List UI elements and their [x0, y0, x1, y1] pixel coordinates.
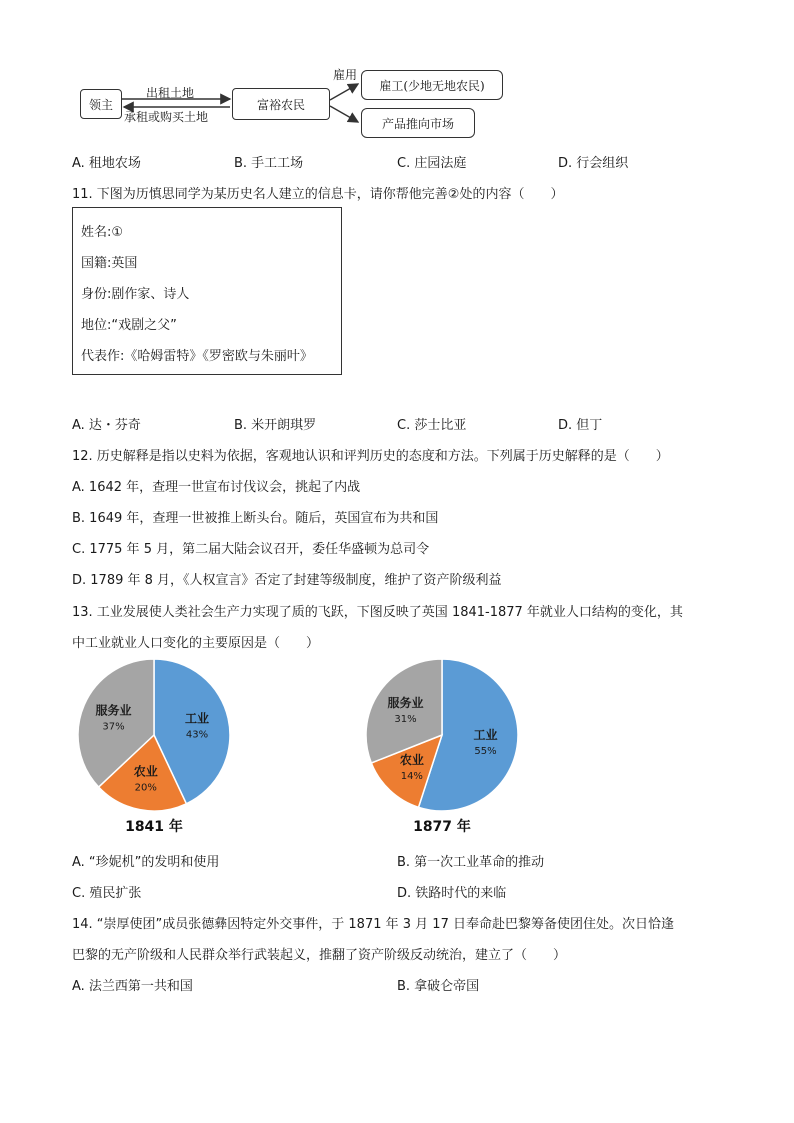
q12-option-d: D. 1789 年 8 月，《人权宣言》否定了封建等级制度，维护了资产阶级利益 [72, 573, 502, 588]
pie-chart-1877 [358, 655, 528, 840]
q13-option-a: A. “珍妮机”的发明和使用 [72, 855, 220, 870]
card-identity: 身份:剧作家、诗人 [81, 287, 190, 302]
card-nationality: 国籍:英国 [81, 256, 138, 271]
q11-option-d: D. 但丁 [558, 418, 603, 433]
q13-stem-line1: 13. 工业发展使人类社会生产力实现了质的飞跃，下图反映了英国 1841-1877 年就业人口结构的变化，其 [72, 605, 683, 620]
pie-category-label: 工业 [185, 711, 210, 726]
q11-option-b: B. 米开朗琪罗 [234, 418, 317, 433]
card-works: 代表作:《哈姆雷特》《罗密欧与朱丽叶》 [81, 349, 313, 364]
pie-category-label: 服务业 [95, 703, 132, 718]
q10-option-d: D. 行会组织 [558, 156, 629, 171]
q14-stem-line1: 14. “崇厚使团”成员张德彝因特定外交事件，于 1871 年 3 月 17 日奉命赴巴黎筹备使团住处。次日恰逢 [72, 917, 674, 932]
pie-value-label: 55% [474, 745, 497, 757]
q13-option-c: C. 殖民扩张 [72, 886, 142, 901]
pie-chart-1841 [70, 655, 240, 840]
pie-category-label: 工业 [473, 727, 498, 742]
lord-label: 领主 [88, 97, 113, 112]
market-label: 产品推向市场 [381, 116, 454, 131]
q13-option-d: D. 铁路时代的来临 [397, 886, 507, 901]
pie-category-label: 农业 [133, 764, 158, 779]
q14-option-a: A. 法兰西第一共和国 [72, 979, 193, 994]
hire-arrow [330, 84, 358, 100]
pie-value-label: 31% [394, 714, 417, 726]
pie-value-label: 20% [134, 782, 157, 794]
q13-stem-line2: 中工业就业人口变化的主要原因是（ ） [72, 636, 320, 651]
lease-buy-label: 承租或购买土地 [124, 110, 209, 124]
card-name: 姓名:① [81, 225, 124, 240]
pie-value-label: 14% [400, 771, 423, 783]
q10-option-a: A. 租地农场 [72, 156, 141, 171]
q11-option-c: C. 莎士比亚 [397, 418, 467, 433]
hired-labor-label: 雇工(少地无地农民) [379, 78, 485, 93]
pie-category-label: 农业 [399, 753, 424, 768]
q12-stem: 12. 历史解释是指以史料为依据，客观地认识和评判历史的态度和方法。下列属于历史解释的是（ ） [72, 449, 669, 464]
diagram-arrows [0, 60, 520, 150]
q12-option-b: B. 1649 年，查理一世被推上断头台。随后，英国宣布为共和国 [72, 511, 439, 526]
pie-value-label: 37% [102, 721, 125, 733]
info-card [72, 207, 342, 375]
pie-chart-title: 1841 年 [125, 819, 183, 835]
lease-out-label: 出租土地 [146, 86, 195, 100]
pie-value-label: 43% [185, 729, 209, 741]
pie-category-label: 服务业 [387, 696, 424, 711]
q11-stem: 11. 下图为历慎思同学为某历史名人建立的信息卡，请你帮他完善②处的内容（ ） [72, 187, 564, 202]
q11-option-a: A. 达・芬奇 [72, 418, 141, 433]
q10-option-b: B. 手工工场 [234, 156, 304, 171]
q13-option-b: B. 第一次工业革命的推动 [397, 855, 545, 870]
rich-farmer-label: 富裕农民 [256, 97, 305, 112]
q12-option-a: A. 1642 年，查理一世宣布讨伐议会，挑起了内战 [72, 480, 361, 495]
q14-stem-line2: 巴黎的无产阶级和人民群众举行武装起义，推翻了资产阶级反动统治，建立了（ ） [72, 948, 567, 963]
market-arrow [330, 106, 358, 122]
q14-option-b: B. 拿破仑帝国 [397, 979, 480, 994]
pie-chart-title: 1877 年 [413, 819, 471, 835]
q10-option-c: C. 庄园法庭 [397, 156, 467, 171]
q12-option-c: C. 1775 年 5 月，第二届大陆会议召开，委任华盛顿为总司令 [72, 542, 430, 557]
hire-label: 雇用 [333, 68, 358, 82]
card-status: 地位:“戏剧之父” [81, 318, 177, 333]
